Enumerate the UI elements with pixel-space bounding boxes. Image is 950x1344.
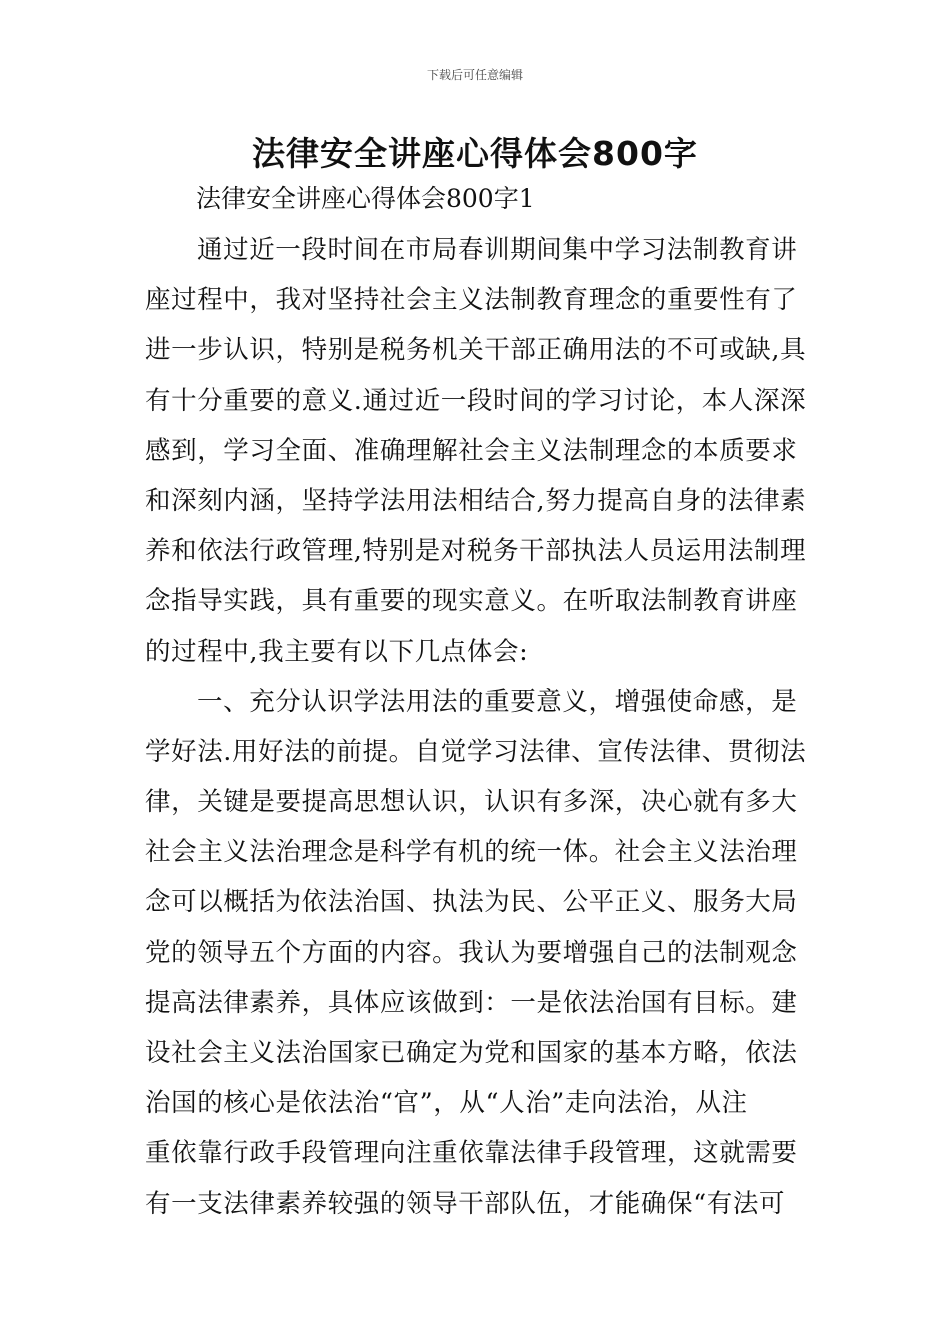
body-text-line: 有十分重要的意义.通过近一段时间的学习讨论，本人深深 bbox=[145, 385, 807, 416]
body-text-line: 学好法.用好法的前提。自觉学习法律、宣传法律、贯彻法 bbox=[145, 736, 807, 767]
document-title: 法律安全讲座心得体会800字 bbox=[252, 134, 698, 173]
body-text-line: 治国的核心是依法治“官”，从“人治”走向法治，从注 bbox=[145, 1088, 748, 1119]
body-text-line: 党的领导五个方面的内容。我认为要增强自己的法制观念 bbox=[145, 937, 798, 968]
body-text-line: 有一支法律素养较强的领导干部队伍，才能确保“有法可 bbox=[145, 1188, 786, 1219]
body-text-line: 提高法律素养，具体应该做到：一是依法治国有目标。建 bbox=[145, 987, 798, 1018]
body-text-line: 的过程中,我主要有以下几点体会: bbox=[145, 636, 529, 667]
body-text-line: 通过近一段时间在市局春训期间集中学习法制教育讲 bbox=[197, 235, 798, 265]
body-text-line: 社会主义法治理念是科学有机的统一体。社会主义法治理 bbox=[145, 837, 798, 868]
body-text-line: 念指导实践，具有重要的现实意义。在听取法制教育讲座 bbox=[145, 586, 798, 617]
body-text-line: 重依靠行政手段管理向注重依靠法律手段管理，这就需要 bbox=[145, 1138, 798, 1169]
body-text-line: 一、充分认识学法用法的重要意义，增强使命感，是 bbox=[197, 686, 798, 717]
body-text-line: 律，关键是要提高思想认识，认识有多深，决心就有多大 bbox=[145, 787, 798, 818]
body-text-line: 感到，学习全面、准确理解社会主义法制理念的本质要求 bbox=[145, 435, 798, 466]
document-body bbox=[145, 232, 810, 1236]
document-subtitle: 法律安全讲座心得体会800字1 bbox=[196, 184, 535, 213]
page-header-note: 下载后可任意编辑 bbox=[426, 68, 523, 82]
body-text-line: 念可以概括为依法治国、执法为民、公平正义、服务大局 bbox=[145, 887, 798, 918]
body-text-line: 和深刻内涵，坚持学法用法相结合,努力提高自身的法律素 bbox=[145, 485, 807, 516]
body-text-line: 养和依法行政管理,特别是对税务干部执法人员运用法制理 bbox=[145, 536, 807, 567]
body-text-line: 进一步认识，特别是税务机关干部正确用法的不可或缺,具 bbox=[145, 335, 807, 366]
body-text-line: 座过程中，我对坚持社会主义法制教育理念的重要性有了 bbox=[145, 285, 798, 316]
body-text-line: 设社会主义法治国家已确定为党和国家的基本方略，依法 bbox=[145, 1038, 798, 1068]
